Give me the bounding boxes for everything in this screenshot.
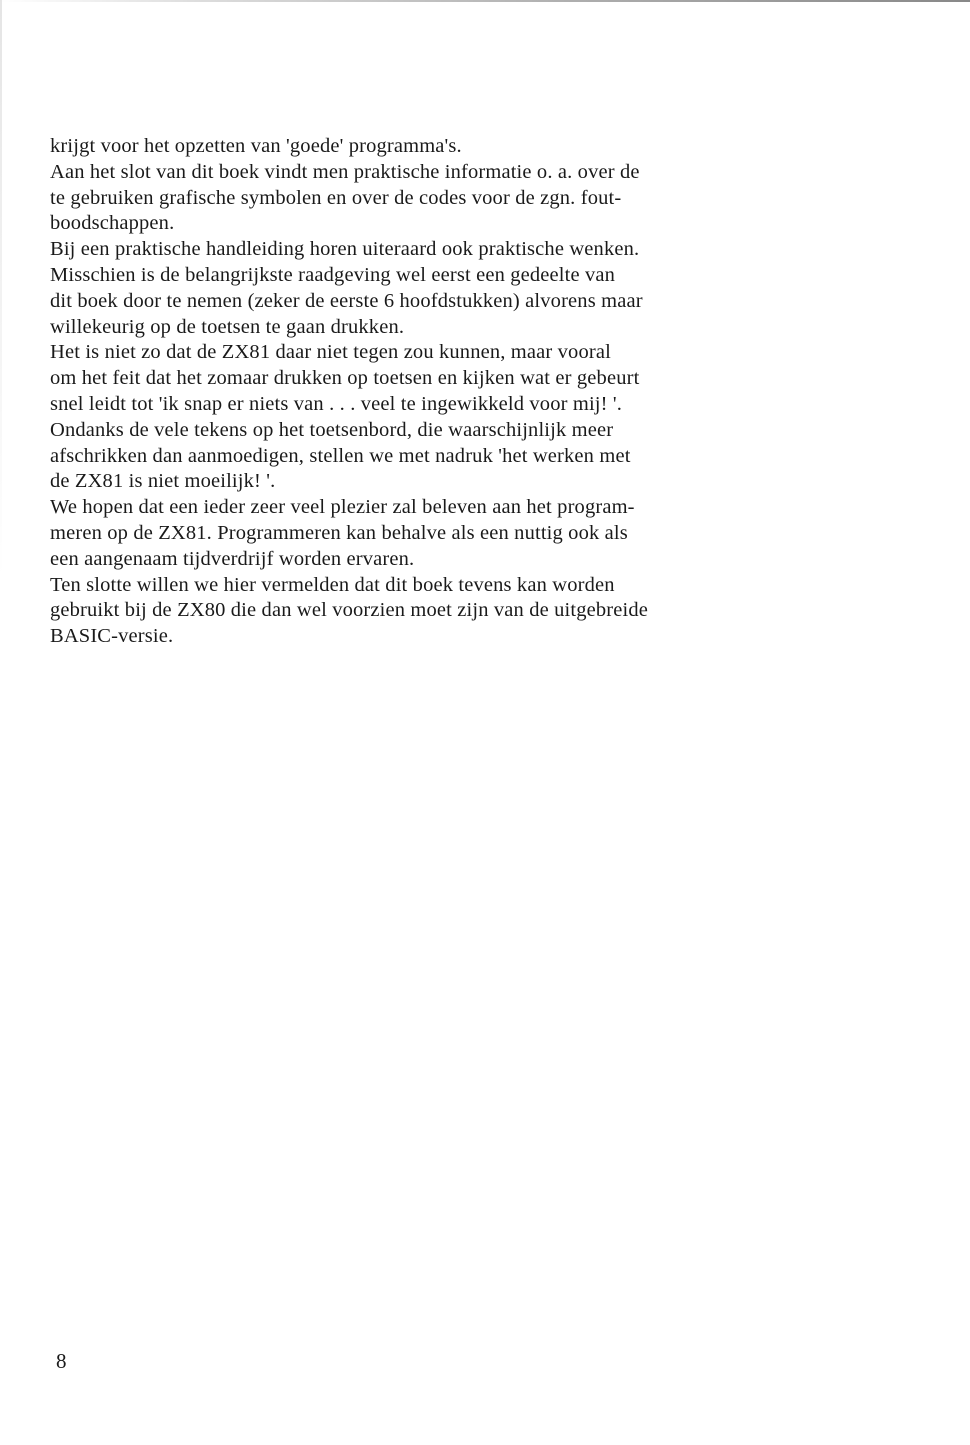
text-line: krijgt voor het opzetten van 'goede' programma's. [50,135,462,157]
text-line: dit boek door te nemen (zeker de eerste 6 hoofdstukken) alvorens maar [50,289,643,312]
text-line: de ZX81 is niet moeilijk! '. [50,470,276,493]
text-line: te gebruiken grafische symbolen en over de codes voor de zgn. fout- [50,186,622,209]
body-text [50,134,880,650]
text-line: meren op de ZX81. Programmeren kan behalve als een nuttig ook als [50,521,628,544]
text-line: gebruikt bij de ZX80 die dan wel voorzien moet zijn van de uitgebreide [50,599,648,622]
text-line: Ten slotte willen we hier vermelden dat dit boek tevens kan worden [50,573,615,596]
text-line: Misschien is de belangrijkste raadgeving wel eerst een gedeelte van [50,263,616,286]
scan-edge-top [0,0,970,2]
scan-edge-left [0,0,2,1445]
text-line: Het is niet zo dat de ZX81 daar niet tegen zou kunnen, maar vooral [50,341,611,364]
text-line: om het feit dat het zomaar drukken op toetsen en kijken wat er gebeurt [50,367,640,390]
text-line: een aangenaam tijdverdrijf worden ervaren. [50,547,415,570]
text-line: willekeurig op de toetsen te gaan drukken. [50,315,405,338]
text-line: Aan het slot van dit boek vindt men praktische informatie o. a. over de [50,160,640,183]
text-line: boodschappen. [50,212,175,235]
text-line: We hopen dat een ieder zeer veel plezier zal beleven aan het program- [50,496,635,519]
text-line: afschrikken dan aanmoedigen, stellen we met nadruk 'het werken met [50,444,631,467]
text-line: Ondanks de vele tekens op het toetsenbord, die waarschijnlijk meer [50,418,614,441]
text-line: BASIC-versie. [50,625,174,648]
text-line: snel leidt tot 'ik snap er niets van . . . veel te ingewikkeld voor mij! '. [50,392,623,415]
page-number: 8 [56,1349,67,1373]
text-line: Bij een praktische handleiding horen uiteraard ook praktische wenken. [50,238,640,261]
